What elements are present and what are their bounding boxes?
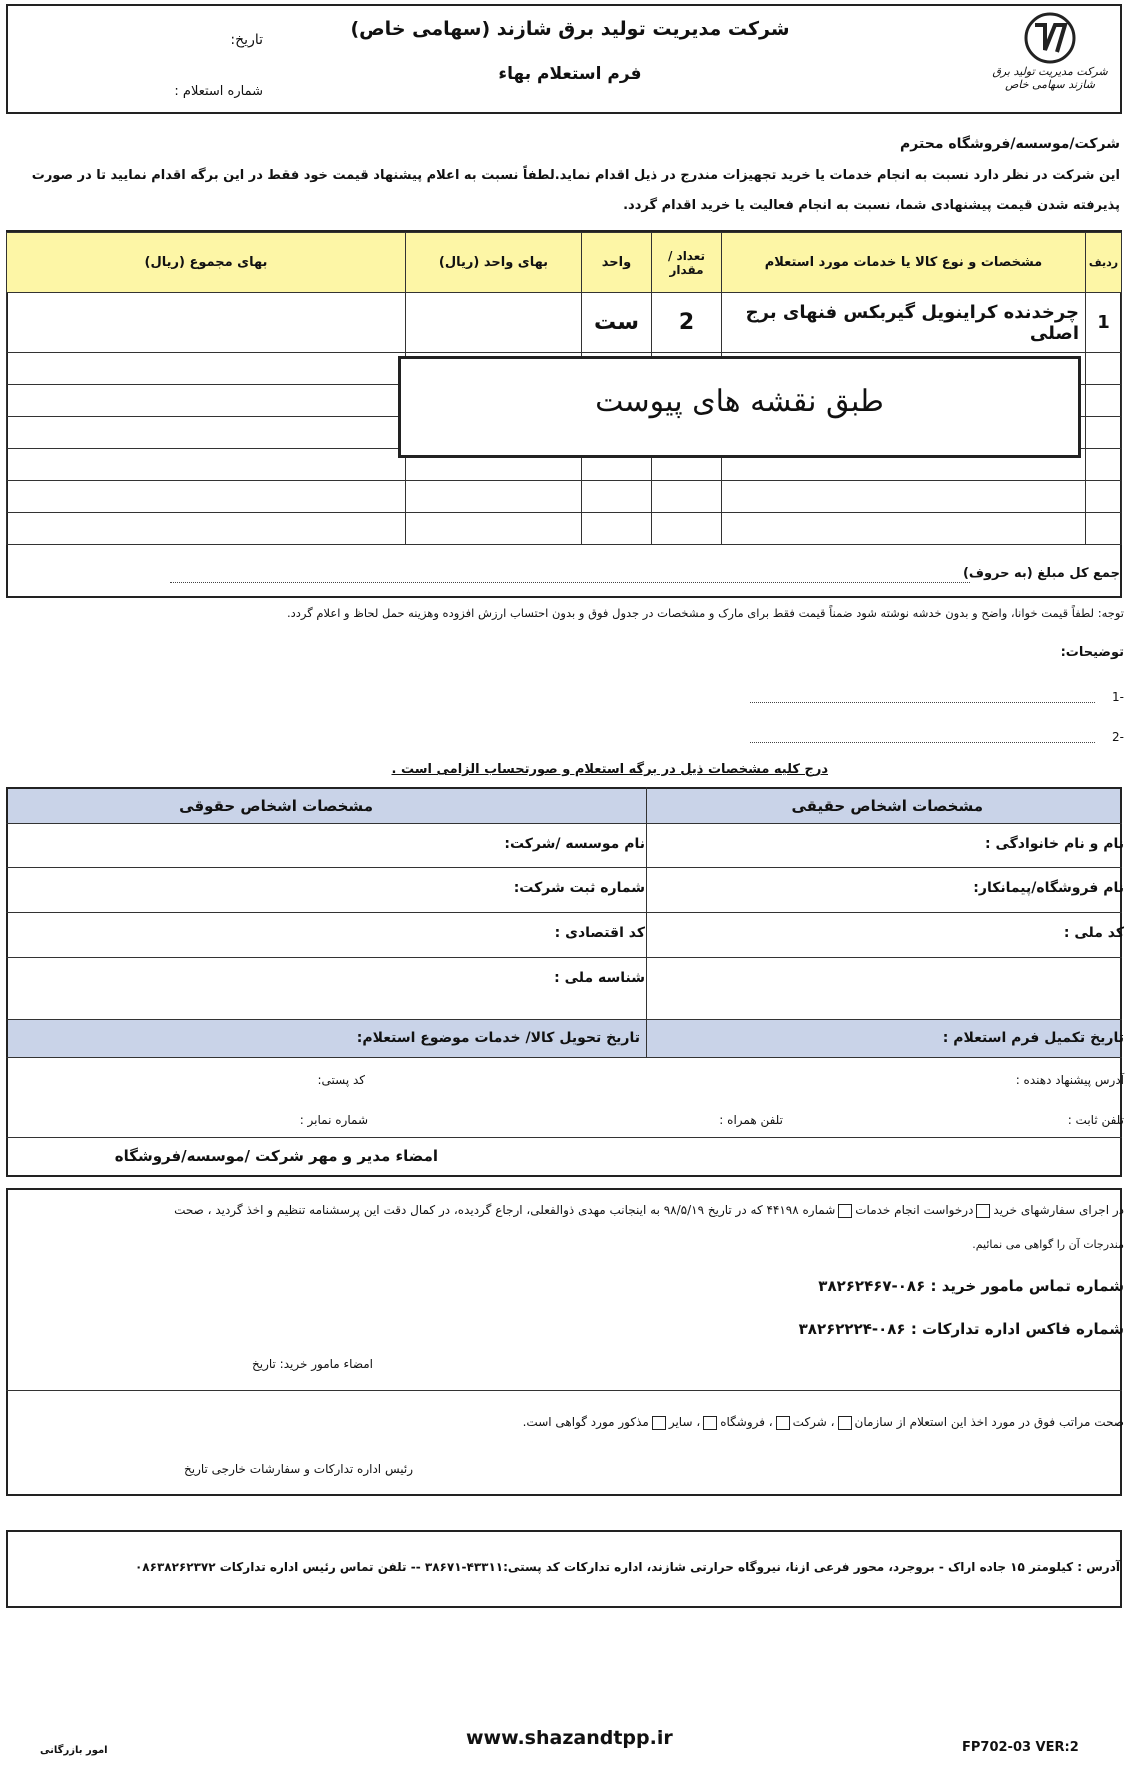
intro-line-2: پذیرفته شدن قیمت پیشنهادی شما، نسبت به انجام فعالیت یا خرید اقدام گردد. — [623, 198, 1120, 213]
service-request-checkbox[interactable] — [838, 1204, 852, 1218]
purchase-line-2: مندرجات آن را گواهی می نمائیم. — [972, 1238, 1124, 1251]
header-total-price: بهای مجموع (ریال) — [7, 233, 406, 293]
registration-number-field[interactable]: شماره ثبت شرکت: — [513, 880, 645, 896]
other-option: ، سایر — [668, 1415, 701, 1429]
full-name-field[interactable]: نام و نام خانوادگی : — [984, 836, 1124, 852]
legal-persons-title: مشخصات اشخاص حقوقی — [179, 797, 373, 815]
department-stamp: امور بازرگانی — [40, 1745, 108, 1756]
explanation-line-1 — [750, 702, 1095, 703]
purchase-frame — [6, 1188, 1122, 1496]
purchase-number-text: شماره ۴۴۱۹۸ که در تاریخ ۹۸/۵/۱۹ به اینجانب مهدی ذوالفعلی، ارجاع گردیده، در کمال دقت این پرسشنامه تنظیم و اخذ گردید ، صحت — [174, 1203, 836, 1217]
service-request-text: درخواست انجام خدمات — [855, 1203, 974, 1217]
company-checkbox[interactable] — [776, 1416, 790, 1430]
explanations-label: توضیحات: — [1060, 645, 1124, 660]
total-in-words-label: جمع کل مبلغ (به حروف) — [962, 566, 1120, 581]
shop-checkbox[interactable] — [703, 1416, 717, 1430]
specs-row-line — [6, 1057, 1122, 1058]
purchase-divider — [6, 1390, 1122, 1391]
confirmation-line — [523, 1415, 1124, 1430]
completion-date-field[interactable]: تاریخ تکمیل فرم استعلام : — [942, 1030, 1124, 1046]
institution-name-field[interactable]: نام موسسه /شرکت: — [504, 836, 645, 852]
date-label: تاریخ: — [230, 32, 263, 48]
purchase-line-1 — [174, 1203, 1124, 1218]
landline-field[interactable]: تلفن ثابت : — [1067, 1113, 1124, 1127]
organization-checkbox[interactable] — [838, 1416, 852, 1430]
head-signature: رئیس اداره تدارکات و سفارشات خارجی تاریخ — [183, 1462, 413, 1476]
header-description: مشخصات و نوع کالا یا خدمات مورد استعلام — [722, 233, 1086, 293]
purchase-order-checkbox[interactable] — [976, 1204, 990, 1218]
item-unit: ست — [582, 293, 652, 353]
explanation-line-2 — [750, 742, 1095, 743]
attention-note: توجه: لطفاً قیمت خوانا، واضح و بدون خدشه نوشته شود ضمناً قیمت فقط برای مارک و مشخصات در جدول فوق و بدون احتساب ارزش افزوده وهزینه حمل لحاظ و اعلام گردد. — [286, 606, 1124, 620]
item-row-no: 1 — [1086, 293, 1122, 353]
buyer-contact: شماره تماس مامور خرید : ۰۸۶-۳۸۲۶۲۴۶۷ — [818, 1277, 1124, 1295]
header-row-no: ردیف — [1086, 233, 1122, 293]
header-unit: واحد — [582, 233, 652, 293]
intro-line-1: این شرکت در نظر دارد نسبت به انجام خدمات یا خرید تجهیزات مندرج در ذیل اقدام نماید.لطفاً نسبت به اعلام پیشنهاد قیمت خود فقط در این برگه اقدام نمایید تا در صورت — [31, 168, 1120, 183]
specs-row-line — [6, 957, 1122, 958]
footer-address: آدرس : کیلومتر ۱۵ جاده اراک - بروجرد، محور فرعی ازنا، نیروگاه حرارتی شازند، اداره تدارکات کد پستی:۴۳۳۱۱-۳۸۶۷۱ -- تلفن تماس رئیس اداره تدارکات ۰۸۶۳۸۲۶۲۳۷۲ — [134, 1560, 1120, 1574]
empty-row — [7, 513, 1122, 545]
shop-option: ، فروشگاه — [720, 1415, 773, 1429]
attachment-note: طبق نقشه های پیوست — [595, 384, 884, 419]
purchase-order-text: در اجرای سفارشهای خرید — [993, 1203, 1124, 1217]
specs-divider — [646, 787, 647, 1057]
item-description: چرخدنده کراینویل گیربکس فنهای برج اصلی — [722, 293, 1086, 353]
item-quantity: 2 — [652, 293, 722, 353]
header-quantity: تعداد / مقدار — [652, 233, 722, 293]
other-checkbox[interactable] — [652, 1416, 666, 1430]
natural-persons-title: مشخصات اشخاص حقیقی — [791, 797, 983, 815]
website[interactable]: www.shazandtpp.ir — [466, 1727, 673, 1749]
inquiry-number-label: شماره استعلام : — [174, 84, 263, 99]
item-total-price[interactable] — [7, 293, 406, 353]
delivery-date-field[interactable]: تاریخ تحویل کالا/ خدمات موضوع استعلام: — [356, 1030, 640, 1046]
manager-signature: امضاء مدیر و مهر شرکت /موسسه/فروشگاه — [114, 1147, 438, 1165]
empty-row — [7, 481, 1122, 513]
item-row — [7, 293, 1122, 353]
form-title: فرم استعلام بهاء — [498, 64, 642, 84]
attachment-note-box — [398, 356, 1081, 458]
buyer-signature: امضاء مامور خرید: تاریخ — [251, 1357, 373, 1371]
company-logo — [985, 10, 1115, 90]
confirmation-text-a: صحت مراتب فوق در مورد اخذ این استعلام از سازمان — [854, 1415, 1124, 1429]
company-name: شرکت مدیریت تولید برق شازند (سهامی خاص) — [350, 18, 790, 40]
explanation-item-1: -1 — [1112, 690, 1124, 704]
specs-heading: درج کلیه مشخصات ذیل در برگه استعلام و صورتحساب الزامی است . — [391, 762, 828, 777]
fax-contact: شماره فاکس اداره تدارکات : ۰۸۶-۳۸۲۶۲۲۲۴ — [798, 1320, 1124, 1338]
specs-row-line — [6, 1019, 1122, 1020]
postal-code-field[interactable]: کد پستی: — [317, 1073, 365, 1087]
specs-row-line — [6, 1137, 1122, 1138]
address-field[interactable]: آدرس پیشنهاد دهنده : — [1015, 1073, 1124, 1087]
specs-row-line — [6, 823, 1122, 824]
header-unit-price: بهای واحد (ریال) — [406, 233, 582, 293]
form-code: FP702-03 VER:2 — [962, 1740, 1079, 1755]
lightning-logo-icon — [1015, 10, 1085, 65]
item-unit-price[interactable] — [406, 293, 582, 353]
explanation-item-2: -2 — [1112, 730, 1124, 744]
national-code-field[interactable]: کد ملی : — [1063, 925, 1124, 941]
company-option: ، شرکت — [792, 1415, 835, 1429]
shop-name-field[interactable]: نام فروشگاه/پیمانکار: — [973, 880, 1124, 896]
national-id-field[interactable]: شناسه ملی : — [554, 970, 645, 986]
confirmation-text-b: مذکور مورد گواهی است. — [522, 1415, 649, 1429]
fax-field[interactable]: شماره نمابر : — [299, 1113, 368, 1127]
total-in-words-line — [170, 582, 970, 583]
economic-code-field[interactable]: کد اقتصادی : — [554, 925, 645, 941]
specs-row-line — [6, 867, 1122, 868]
mobile-field[interactable]: تلفن همراه : — [719, 1113, 783, 1127]
specs-row-line — [6, 912, 1122, 913]
logo-caption: شرکت مدیریت تولید برق شازند سهامی خاص — [992, 65, 1108, 91]
items-table-header — [7, 233, 1122, 293]
salutation: شرکت/موسسه/فروشگاه محترم — [900, 136, 1120, 152]
